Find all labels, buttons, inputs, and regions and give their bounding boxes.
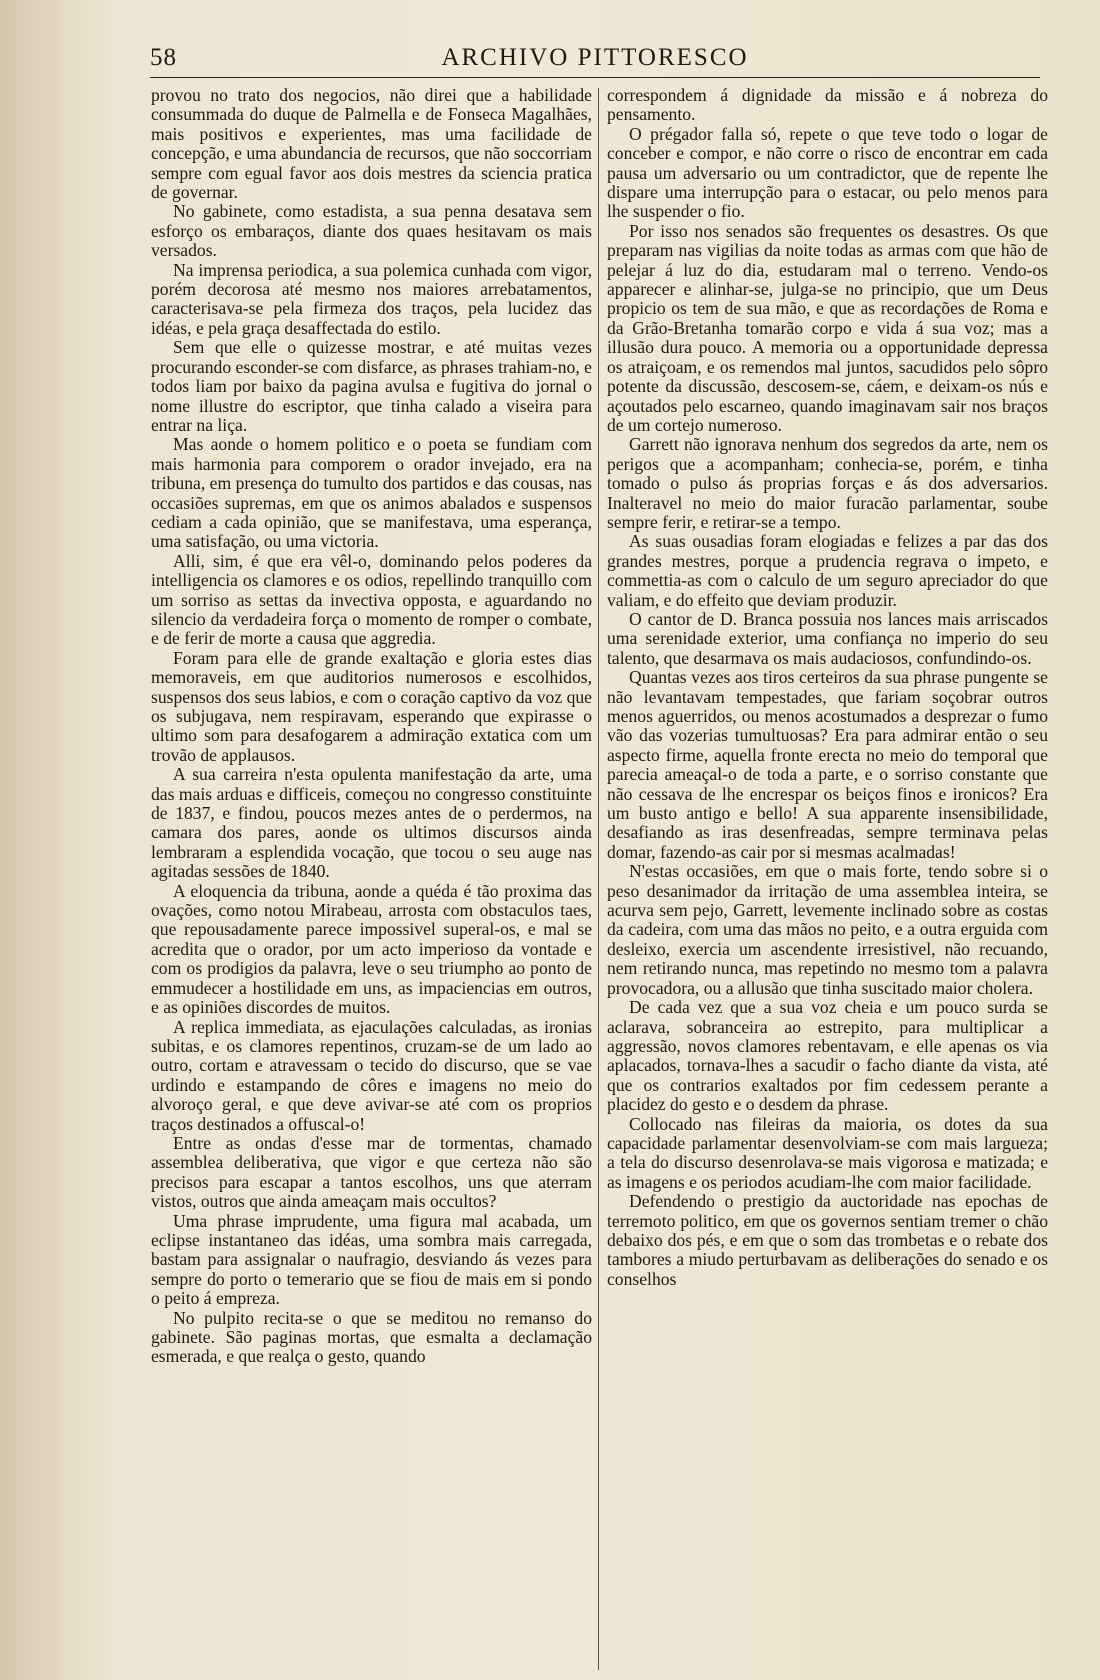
paragraph: Collocado nas fileiras da maioria, os dotes da sua capacidade parlamentar desenvolviam-se com mais largueza; a tela do discurso desenrolava-se mais vigorosa e matizada; e as imagens e os periodos acudiam-lhe com maior facilidade. <box>607 1113 1048 1192</box>
page-number: 58 <box>150 44 177 71</box>
paragraph: Mas aonde o homem politico e o poeta se fundiam com mais harmonia para comporem o orador invejado, era na tribuna, em presença do tumulto dos partidos e das cousas, nas occasiões supremas, em que os animos abalados e suspensos cediam a cada opinião, que se manifestava, uma esperança, uma satisfação, ou uma victoria. <box>151 434 592 552</box>
binding-shadow <box>0 0 120 1680</box>
paragraph: O cantor de D. Branca possuia nos lances mais arriscados uma serenidade exterior, uma confiança no imperio do seu talento, que desarmava os mais audaciosos, confundindo-os. <box>607 608 1048 668</box>
paragraph: Foram para elle de grande exaltação e gloria estes dias memoraveis, em que auditorios numerosos e escolhidos, suspensos dos seus labios, e com o coração captivo da voz que os subjugava, nem respiravam, esperando que expirasse o ultimo som para desafogarem a admiração extatica com um trovão de applausos. <box>151 647 592 765</box>
journal-title: ARCHIVO PITTORESCO <box>441 44 749 71</box>
paragraph: N'estas occasiões, em que o mais forte, tendo sobre si o peso desanimador da irritação de uma assemblea inteira, se acurva sem pejo, Garrett, levemente inclinado sobre as costas da cadeira, com uma das mãos no peito, e a outra erguida com desleixo, exercia um ascendente irresistivel, não recuando, nem retirando nunca, mas repetindo no mesmo tom a palavra provocadora, ou a allusão que tinha suscitado maior cholera. <box>607 861 1048 998</box>
paragraph: provou no trato dos negocios, não direi que a habilidade consummada do duque de Palmella e de Fonseca Magalhães, mais positivos e experientes, mas uma facilidade de concepção, e uma abundancia de recursos, que não soccorriam sempre com egual favor aos dois mestres da sciencia pratica de governar. <box>151 86 592 203</box>
paragraph: Garrett não ignorava nenhum dos segredos da arte, nem os perigos que a acompanham; conhecia-se, porém, e tinha tomado o pulso ás proprias forças e ás dos adversarios. Inalteravel no meio do maior furacão parlamentar, soube sempre ferir, e retirar-se a tempo. <box>607 434 1048 532</box>
header-rule <box>150 77 1040 78</box>
paragraph: A sua carreira n'esta opulenta manifestação da arte, uma das mais arduas e difficeis, começou no congresso constituinte de 1837, e findou, poucos mezes antes de o perdermos, na camara dos pares, aonde os ultimos discursos ainda lembraram a esplendida vocação, que tocou o seu auge nas agitadas sessões de 1840. <box>151 764 592 882</box>
paragraph: Sem que elle o quizesse mostrar, e até muitas vezes procurando esconder-se com disfarce, as phrases trahiam-no, e todos liam por baixo da pagina avulsa e fugitiva do jornal o nome illustre do escriptor, que tinha calado a viseira para entrar na liça. <box>151 337 592 435</box>
paragraph: Entre as ondas d'esse mar de tormentas, chamado assemblea deliberativa, que vigor e que certeza não são precisos para escapar a tantos escolhos, uns que aterram vistos, outros que ainda ameaçam mais occultos? <box>151 1132 592 1212</box>
right-column <box>607 86 1048 1671</box>
paragraph: Na imprensa periodica, a sua polemica cunhada com vigor, porém decorosa até mesmo nos maiores arrebatamentos, caracterisava-se pela firmeza dos traços, pela lucidez das idéas, e pela graça desaffectada do estilo. <box>151 259 592 338</box>
paragraph: De cada vez que a sua voz cheia e um pouco surda se aclarava, sobranceira ao estrepito, para multiplicar a aggressão, novos clamores rebentavam, e elle apenas os via aplacados, tornava-lhes a sacudir o facho diante da vista, até que os contrarios exaltados por fim cedessem perante a placidez do gesto e o desdem da phrase. <box>607 997 1048 1115</box>
paragraph: correspondem á dignidade da missão e á nobreza do pensamento. <box>607 86 1048 125</box>
paragraph: A eloquencia da tribuna, aonde a quéda é tão proxima das ovações, como notou Mirabeau, arrosta com obstaculos taes, que repousadamente parece impossivel superal-os, e mal se acredita que o orador, por um acto imperioso da vontade e com os prodigios da palavra, leve o seu triumpho ao ponto de emmudecer a hostilidade em uns, as impaciencias em outros, e as opiniões discordes de muitos. <box>151 880 592 1018</box>
paragraph: As suas ousadias foram elogiadas e felizes a par das dos grandes mestres, porque a prudencia regrava o impeto, e commettia-as com o calculo de um seguro apreciador do que valiam, e do effeito que deviam produzir. <box>607 531 1048 610</box>
left-column <box>151 86 592 1671</box>
paragraph: Por isso nos senados são frequentes os desastres. Os que preparam nas vigilias da noite todas as armas com que hão de pelejar á luz do dia, estudaram mal o terreno. Vendo-os apparecer e alinhar-se, julga-se no principio, que um Deus propicio os tem de sua mão, e que as recordações de Roma e da Grão-Bretanha tomarão corpo e vida á sua voz; mas a illusão dura pouco. A memoria ou a opportunidade depressa os atraiçoam, e os remendos mal juntos, sacudidos pelo sôpro potente da discussão, descosem-se, cáem, e deixam-os nús e açoutados pelo escarneo, quando imaginavam sair nos braços de um cortejo numeroso. <box>607 220 1048 435</box>
paragraph: No gabinete, como estadista, a sua penna desatava sem esforço os embaraços, diante dos quaes hesitavam os mais versados. <box>151 201 592 261</box>
paragraph: No pulpito recita-se o que se meditou no remanso do gabinete. São paginas mortas, que esmalta a declamação esmerada, e que realça o gesto, quando <box>151 1307 592 1367</box>
paragraph: A replica immediata, as ejaculações calculadas, as ironias subitas, e os clamores repentinos, cruzam-se de um lado ao outro, cortam e atravessam o tecido do discurso, que se vae urdindo e estampando de côres e imagens no meio do alvoroço geral, e que deve avivar-se até com os proprios traços destinados a offuscal-o! <box>151 1016 592 1134</box>
paragraph: Quantas vezes aos tiros certeiros da sua phrase pungente se não levantavam tempestades, que fariam soçobrar outros menos aguerridos, ou menos acostumados a desprezar o fumo vão das vozerias tumultuosas? Era para admirar então o seu aspecto firme, aquella fronte erecta no meio do temporal que parecia ameaçal-o de toda a parte, e o sorriso constante que não cessava de lhe encrespar os beiços finos e ironicos? Era um busto antigo e bello! A sua apparente insensibilidade, desafiando as iras desenfreadas, sempre terminava pelas domar, fazendo-as cair por si mesmas acalmadas! <box>607 667 1048 862</box>
column-rule <box>598 88 599 1670</box>
paragraph: Uma phrase imprudente, uma figura mal acabada, um eclipse instantaneo das idéas, uma sombra mais carregada, bastam para assignalar o naufragio, desviando ás vezes para sempre do porto o temerario que se fiou de mais em si pondo o peito á empreza. <box>151 1210 592 1309</box>
paragraph: Alli, sim, é que era vêl-o, dominando pelos poderes da intelligencia os clamores e os odios, repellindo tranquillo com um sorriso as settas da invectiva opposta, e aguardando no silencio da verdadeira força o momento de romper o combate, e de ferir de morte a causa que aggredia. <box>151 550 592 649</box>
running-head <box>150 40 1040 80</box>
paragraph: O prégador falla só, repete o que teve todo o logar de conceber e compor, e não corre o risco de encontrar em cada pausa um adversario ou um contradictor, que de repente lhe dispare uma interrupção para o estacar, ou pelo menos para lhe suspender o fio. <box>607 123 1048 222</box>
paragraph: Defendendo o prestigio da auctoridade nas epochas de terremoto politico, em que os governos sentiam tremer o chão debaixo dos pés, e em que o som das trombetas e o rebate dos tambores a miudo perturbavam as deliberações do senado e os conselhos <box>607 1191 1048 1289</box>
